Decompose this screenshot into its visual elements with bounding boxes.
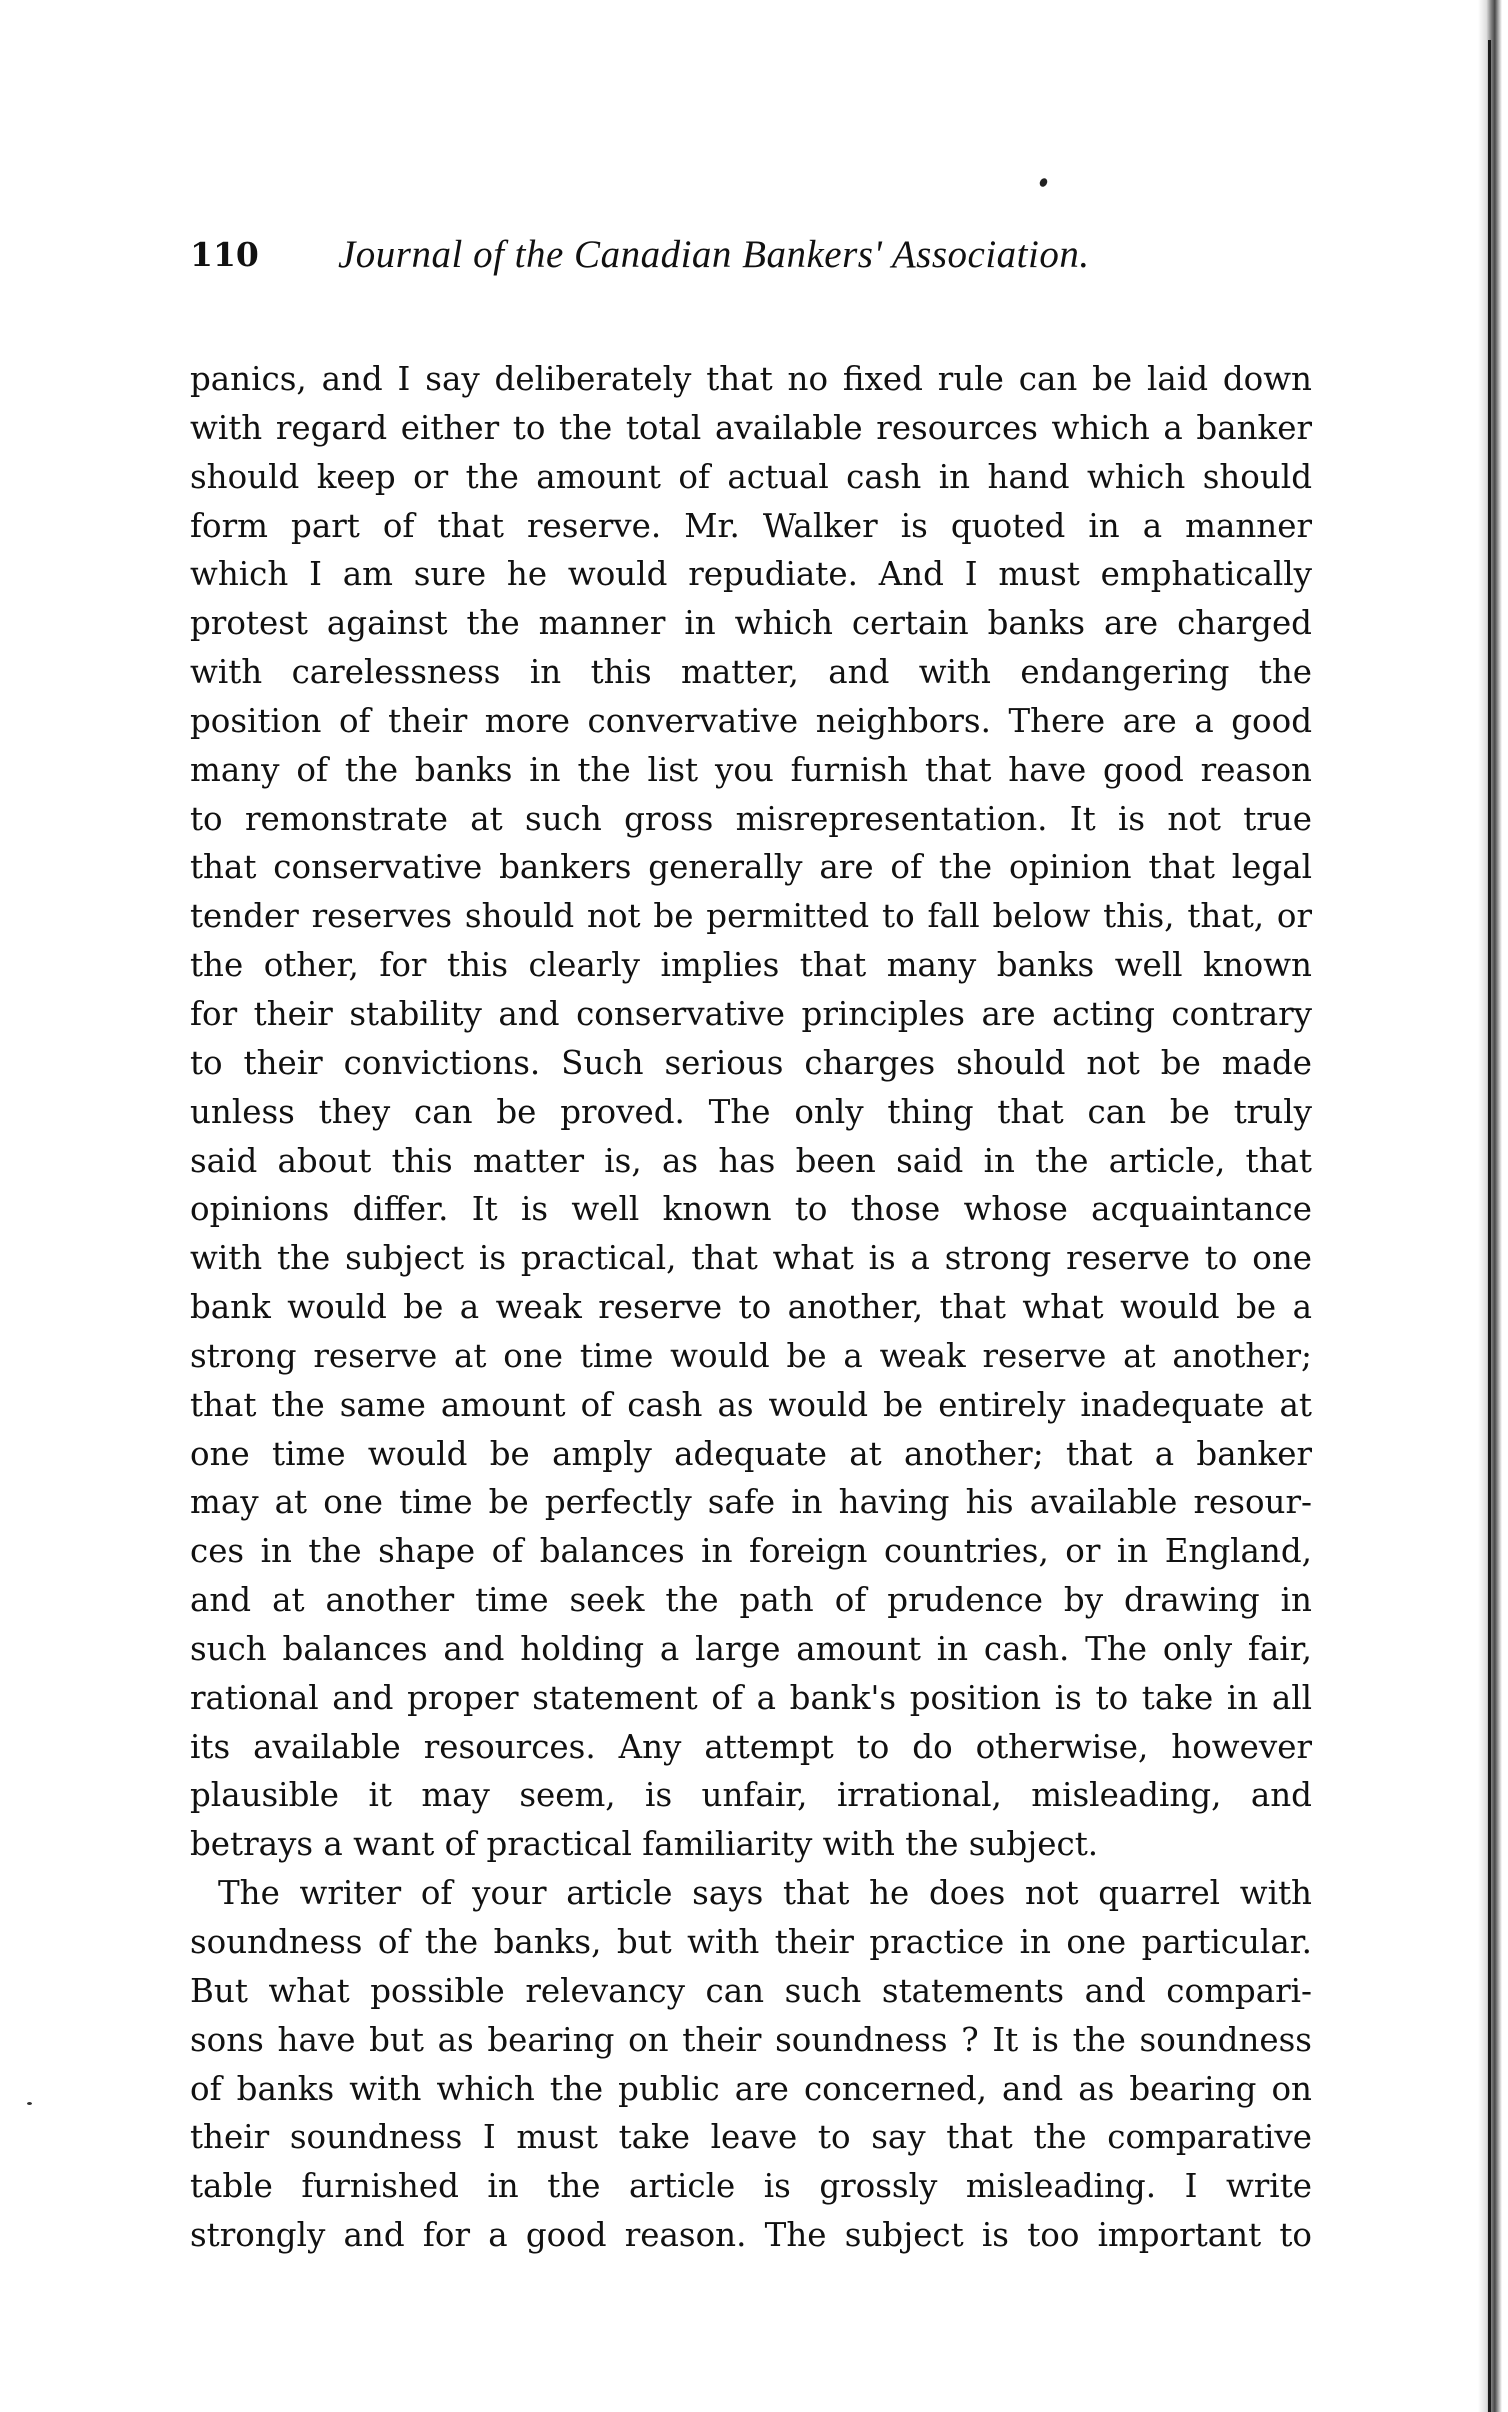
scan-edge-line: [1488, 40, 1491, 2412]
running-title: Journal of the Canadian Bankers' Association.: [338, 233, 1090, 276]
text-line: soundness of the banks, but with their practice in one particular.: [190, 1923, 1312, 1961]
text-line: protest against the manner in which certain banks are charged: [190, 604, 1312, 643]
text-line: for their stability and conservative principles are acting contrary: [190, 994, 1312, 1033]
text-line: position of their more convervative neighbors. There are a good: [190, 701, 1312, 740]
text-line: strongly and for a good reason. The subject is too important to: [190, 2216, 1312, 2255]
text-line: table furnished in the article is grossly misleading. I write: [190, 2167, 1312, 2206]
text-line: the other, for this clearly implies that many banks well known: [190, 946, 1312, 985]
text-line: panics, and I say deliberately that no fixed rule can be laid down: [190, 360, 1312, 398]
page-number: 110: [190, 235, 259, 274]
text-line: opinions differ. It is well known to those whose acquaintance: [190, 1190, 1312, 1229]
text-line: rational and proper statement of a bank's position is to take in all: [190, 1678, 1312, 1717]
text-line: their soundness I must take leave to say that the comparative: [190, 2118, 1312, 2157]
text-line: that the same amount of cash as would be entirely inadequate at: [190, 1385, 1312, 1424]
text-line: its available resources. Any attempt to do otherwise, however: [190, 1727, 1312, 1766]
text-line: many of the banks in the list you furnish that have good reason: [190, 750, 1312, 789]
text-line: to their convictions. Such serious charges should not be made: [190, 1043, 1312, 1082]
text-line: that conservative bankers generally are of the opinion that legal: [190, 848, 1312, 887]
text-line: with carelessness in this matter, and with endangering the: [190, 653, 1312, 692]
text-line: may at one time be perfectly safe in having his available resour-: [190, 1483, 1312, 1522]
text-line: unless they can be proved. The only thing that can be truly: [190, 1092, 1312, 1131]
text-line: bank would be a weak reserve to another, that what would be a: [190, 1288, 1312, 1327]
text-line: with regard either to the total available resources which a banker: [190, 408, 1312, 447]
text-line: plausible it may seem, is unfair, irrational, misleading, and: [190, 1776, 1312, 1815]
text-line: should keep or the amount of actual cash in hand which should: [190, 457, 1312, 496]
text-line: such balances and holding a large amount in cash. The only fair,: [190, 1629, 1312, 1668]
body-text: [190, 355, 1312, 2260]
text-line: to remonstrate at such gross misrepresentation. It is not true: [190, 799, 1312, 838]
text-line: The writer of your article says that he does not quarrel with: [218, 1874, 1312, 1913]
text-line: said about this matter is, as has been said in the article, that: [190, 1141, 1312, 1180]
text-line: But what possible relevancy can such statements and compari-: [190, 1971, 1312, 2010]
text-line: strong reserve at one time would be a weak reserve at another;: [190, 1336, 1312, 1375]
text-line: betrays a want of practical familiarity with the subject.: [190, 1825, 1099, 1864]
text-line: and at another time seek the path of prudence by drawing in: [190, 1581, 1312, 1620]
text-line: with the subject is practical, that what is a strong reserve to one: [190, 1239, 1312, 1278]
text-line: one time would be amply adequate at another; that a banker: [190, 1434, 1312, 1473]
page-header: [190, 225, 1360, 285]
text-line: of banks with which the public are concerned, and as bearing on: [190, 2069, 1312, 2108]
text-line: tender reserves should not be permitted to fall below this, that, or: [190, 897, 1312, 936]
print-speck-left: [27, 2102, 32, 2105]
print-speck: [1038, 177, 1049, 188]
text-line: which I am sure he would repudiate. And I must emphatically: [190, 555, 1312, 594]
text-line: form part of that reserve. Mr. Walker is quoted in a manner: [190, 506, 1312, 545]
text-line: ces in the shape of balances in foreign countries, or in England,: [190, 1532, 1312, 1571]
text-line: sons have but as bearing on their soundness ? It is the soundness: [190, 2020, 1312, 2059]
